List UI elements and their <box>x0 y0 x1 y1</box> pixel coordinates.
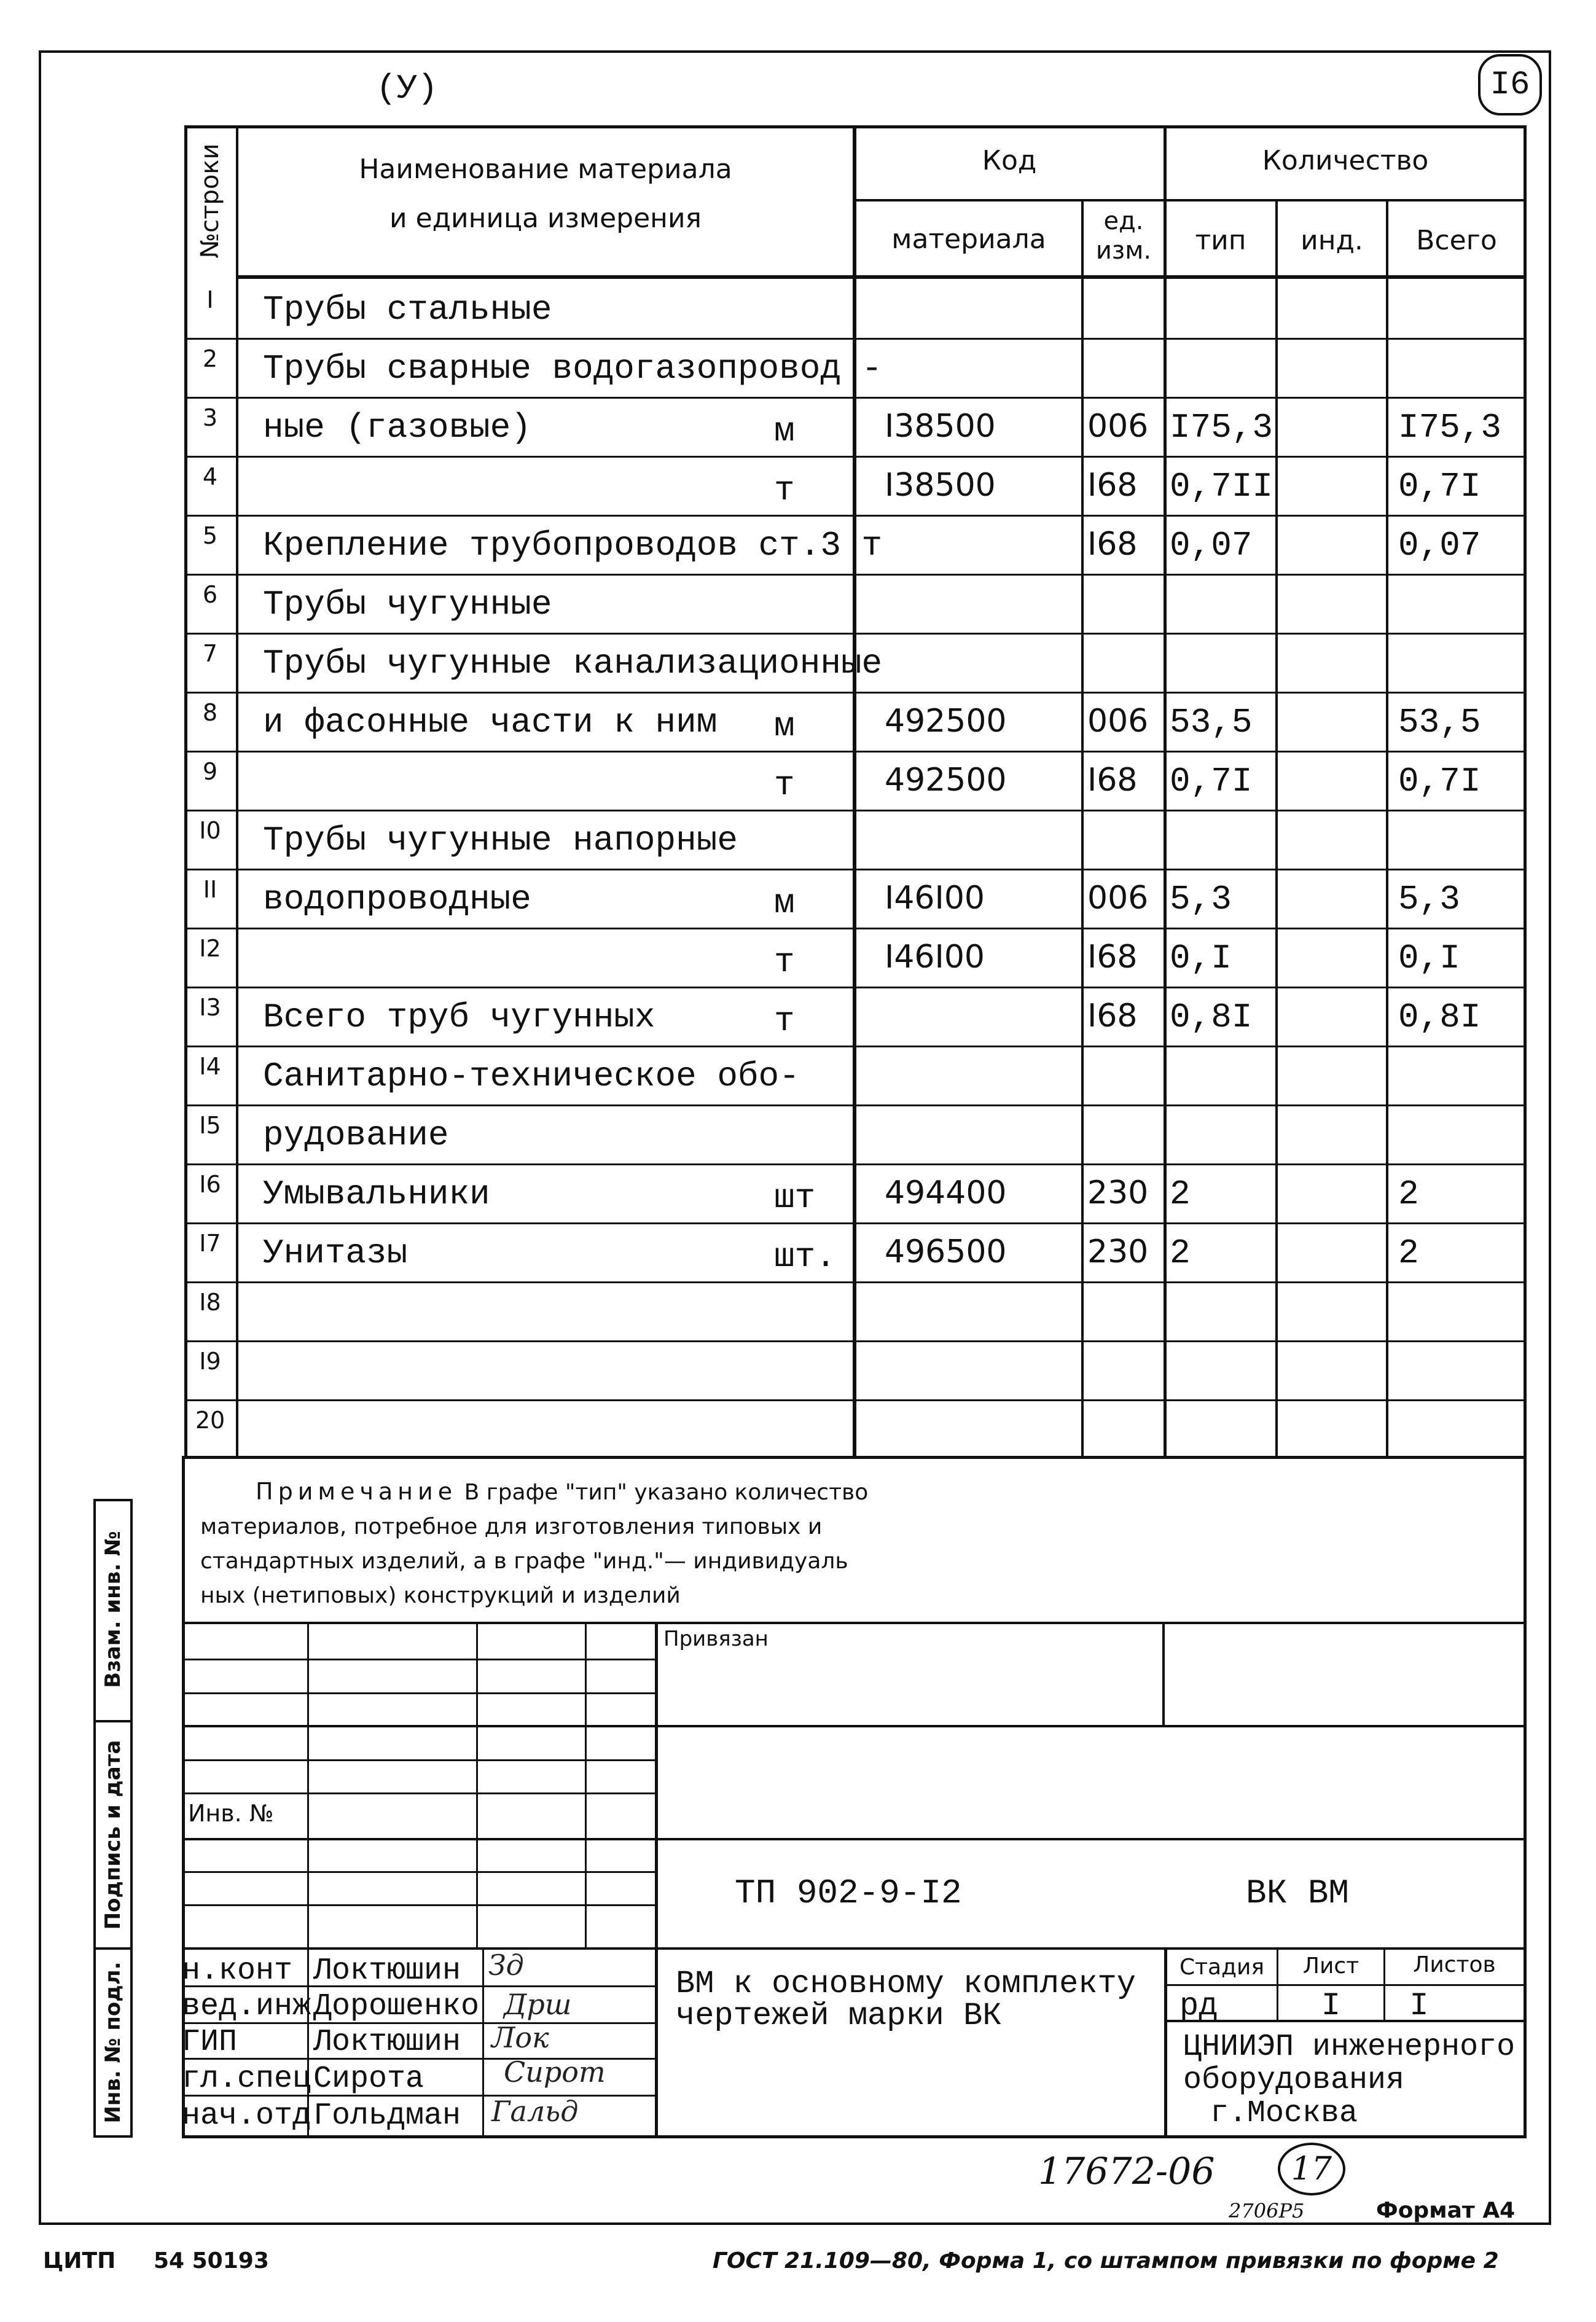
stamp-doc-code: ТП 902-9-I2 <box>735 1874 962 1913</box>
row-name: рудование <box>263 1116 449 1155</box>
side-sign-date: Подпись и дата <box>101 1740 125 1930</box>
row-tip: I75,3 <box>1170 408 1273 447</box>
row-number: 5 <box>202 522 218 549</box>
row-separator <box>184 633 1525 635</box>
format-stamp: 2706Р5 <box>1229 2199 1305 2222</box>
row-separator <box>184 810 1525 811</box>
note-line2: материалов, потребное для изготовления типовых и <box>200 1514 823 1539</box>
row-name: Умывальники <box>263 1175 490 1214</box>
row-separator <box>184 574 1525 576</box>
row-name: водопроводные <box>263 880 531 919</box>
row-separator <box>184 1104 1525 1106</box>
stamp-org-line2: оборудования <box>1183 2063 1405 2098</box>
row-number: I4 <box>199 1053 221 1080</box>
stamp-sheet: I <box>1321 1988 1341 2024</box>
row-ed: 006 <box>1087 408 1149 445</box>
stamp-stage: рд <box>1179 1988 1218 2024</box>
row-ed: 230 <box>1087 1233 1149 1270</box>
row-code: 492500 <box>885 703 1007 740</box>
stamp-person: Локтюшин <box>313 2025 461 2060</box>
row-tip: 2 <box>1170 1233 1191 1273</box>
row-unit: м <box>774 883 795 923</box>
row-number: I9 <box>199 1348 221 1375</box>
row-number: 6 <box>202 581 218 608</box>
note-line3: стандартных изделий, а в графе "инд."— индивидуаль <box>200 1549 848 1574</box>
row-unit: т <box>774 471 795 510</box>
stamp-sheet-label: Лист <box>1302 1953 1359 1979</box>
row-unit: шт <box>774 1178 816 1218</box>
row-separator <box>184 1399 1525 1401</box>
stamp-bound-label: Привязан <box>663 1627 769 1651</box>
stamp-org-line3: г.Москва <box>1210 2096 1358 2131</box>
row-separator <box>184 869 1525 870</box>
row-number: 7 <box>202 640 218 667</box>
row-tip: 53,5 <box>1170 703 1253 742</box>
footer-left1: ЦИТП <box>43 2248 116 2273</box>
row-code: I46I00 <box>885 880 985 917</box>
row-unit: т <box>774 942 795 982</box>
header-qty-type: тип <box>1195 225 1246 256</box>
row-unit: шт. <box>774 1237 836 1276</box>
row-number: II <box>203 876 217 903</box>
row-ed: 230 <box>1087 1175 1149 1211</box>
row-ed: I68 <box>1087 526 1138 563</box>
row-number: 3 <box>202 404 218 431</box>
row-tip: 0,07 <box>1170 526 1253 565</box>
header-code: Код <box>982 145 1037 176</box>
row-name: и фасонные части к ним <box>263 703 718 742</box>
row-tip: 0,7II <box>1170 467 1273 506</box>
row-total: I75,3 <box>1398 408 1502 447</box>
row-number: I8 <box>199 1289 221 1316</box>
row-unit: м <box>774 706 795 746</box>
row-name: Трубы чугунные канализационные <box>263 644 883 683</box>
row-name: Трубы сварные водогазопровод - <box>263 349 883 388</box>
row-separator <box>184 1281 1525 1283</box>
row-ed: 006 <box>1087 703 1149 740</box>
row-number: I3 <box>199 994 221 1021</box>
row-number: 9 <box>202 758 218 785</box>
row-number: I0 <box>199 817 221 844</box>
header-code-unit: ед. изм. <box>1095 207 1152 265</box>
row-name: Унитазы <box>263 1233 408 1273</box>
row-separator <box>184 397 1525 399</box>
sheet-number: I6 <box>1478 54 1542 115</box>
row-name: Всего труб чугунных <box>263 998 655 1037</box>
row-ed: I68 <box>1087 939 1138 975</box>
row-number: I <box>206 286 214 313</box>
row-name: Трубы чугунные <box>263 585 552 624</box>
row-ed: I68 <box>1087 467 1138 504</box>
row-ed: I68 <box>1087 762 1138 799</box>
stamp-person: Гольдман <box>313 2098 461 2133</box>
stamp-stage-label: Стадия <box>1179 1955 1265 1980</box>
row-name: Трубы стальные <box>263 290 552 329</box>
row-number: 2 <box>202 345 218 372</box>
row-ed: 006 <box>1087 880 1149 917</box>
row-number: 4 <box>202 463 218 490</box>
row-total: 0,7I <box>1398 762 1481 801</box>
header-row-no: №строки <box>196 143 224 259</box>
row-separator <box>184 1340 1525 1342</box>
row-total: 53,5 <box>1398 703 1481 742</box>
stamp-role: гл.спец <box>182 2062 311 2097</box>
row-number: 8 <box>202 699 218 726</box>
row-tip: 2 <box>1170 1175 1191 1214</box>
row-separator <box>184 338 1525 340</box>
header-code-material: материала <box>891 224 1046 255</box>
row-separator <box>184 1222 1525 1224</box>
row-number: I7 <box>199 1230 221 1257</box>
stamp-mark: ВК ВМ <box>1246 1874 1350 1913</box>
row-total: 0,07 <box>1398 526 1481 565</box>
row-code: I38500 <box>885 408 996 445</box>
archive-sheet: 17 <box>1278 2143 1345 2195</box>
stamp-role: нач.отд <box>182 2098 311 2133</box>
row-separator <box>184 928 1525 929</box>
header-name-line2: и единица измерения <box>389 203 702 234</box>
row-total: 2 <box>1398 1175 1419 1214</box>
note-line4: ных (нетиповых) конструкций и изделий <box>200 1583 681 1608</box>
row-separator <box>184 692 1525 694</box>
header-name-line1: Наименование материала <box>359 154 732 185</box>
row-name: ные (газовые) <box>263 408 531 447</box>
stamp-title-line2: чертежей марки ВК <box>676 1998 1002 2034</box>
note-line1: В графе "тип" указано количество <box>464 1480 869 1505</box>
sheet-mark: (У) <box>376 69 438 108</box>
stamp-person: Сирота <box>313 2062 424 2097</box>
row-name: Крепление трубопроводов ст.3 т <box>263 526 883 565</box>
side-vzam-inv: Взам. инв. № <box>101 1531 125 1688</box>
row-total: 2 <box>1398 1233 1419 1273</box>
side-inv-podl: Инв. № подл. <box>101 1961 125 2124</box>
row-unit: т <box>774 765 795 805</box>
row-ed: I68 <box>1087 998 1138 1034</box>
stamp-sheets-label: Листов <box>1413 1952 1496 1977</box>
stamp-inv-no: Инв. № <box>188 1800 274 1827</box>
row-separator <box>184 515 1525 517</box>
archive-number: 17672-06 <box>1038 2150 1215 2193</box>
row-tip: 0,I <box>1170 939 1232 978</box>
row-number: I5 <box>199 1112 221 1139</box>
header-qty-total: Всего <box>1416 225 1497 256</box>
row-unit: м <box>774 412 795 451</box>
row-name: Трубы чугунные напорные <box>263 821 738 860</box>
row-total: 0,I <box>1398 939 1460 978</box>
stamp-role: вед.инж <box>182 1989 311 2024</box>
row-separator <box>184 1163 1525 1165</box>
row-separator <box>184 751 1525 752</box>
row-total: 5,3 <box>1398 880 1460 919</box>
footer-left2: 54 50193 <box>154 2248 269 2273</box>
row-number: I2 <box>199 935 221 962</box>
row-code: 492500 <box>885 762 1007 799</box>
row-number: 20 <box>195 1407 225 1434</box>
row-code: I38500 <box>885 467 996 504</box>
row-code: 496500 <box>885 1233 1007 1270</box>
row-tip: 0,8I <box>1170 998 1253 1037</box>
stamp-title-line1: ВМ к основному комплекту <box>676 1966 1136 2002</box>
header-quantity: Количество <box>1262 145 1429 176</box>
row-total: 0,8I <box>1398 998 1481 1037</box>
note-title: Примечание <box>256 1478 458 1505</box>
row-unit: т <box>774 1001 795 1041</box>
footer-right: ГОСТ 21.109—80, Форма 1, со штампом привязки по форме 2 <box>713 2248 1499 2273</box>
header-qty-ind: инд. <box>1301 225 1363 256</box>
row-separator <box>184 456 1525 458</box>
format-label: Формат А4 <box>1376 2198 1516 2223</box>
row-number: I6 <box>199 1171 221 1198</box>
stamp-person: Дорошенко <box>313 1989 480 2024</box>
row-tip: 5,3 <box>1170 880 1232 919</box>
row-code: I46I00 <box>885 939 985 975</box>
row-tip: 0,7I <box>1170 762 1253 801</box>
stamp-sheets: I <box>1409 1988 1429 2024</box>
row-name: Санитарно-техническое обо- <box>263 1057 800 1096</box>
row-total: 0,7I <box>1398 467 1481 506</box>
row-separator <box>184 987 1525 988</box>
stamp-role: н.конт <box>182 1953 293 1988</box>
row-code: 494400 <box>885 1175 1007 1211</box>
stamp-role: ГИП <box>182 2025 238 2060</box>
note <box>200 1474 868 1613</box>
stamp-org-line1: ЦНИИЭП инженерного <box>1183 2030 1516 2065</box>
stamp-person: Локтюшин <box>313 1953 461 1988</box>
row-separator <box>184 1046 1525 1047</box>
